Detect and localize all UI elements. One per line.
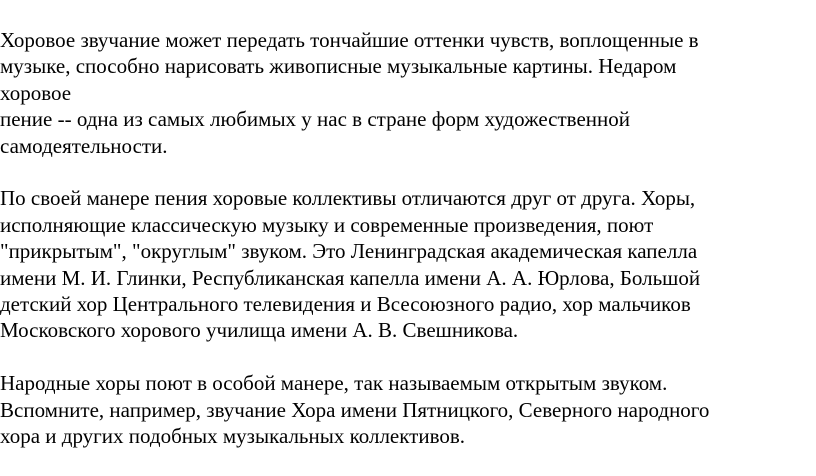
text-line: детский хор Центрального телевидения и Всесоюзного радио, хор мальчиков — [0, 292, 691, 317]
paragraph-3 — [0, 370, 816, 449]
text-line: Московского хорового училища имени А. В. Свешникова. — [0, 318, 519, 343]
text-line: музыке, способно нарисовать живописные музыкальные картины. Недаром — [0, 54, 677, 79]
text-line: хоровое — [0, 80, 72, 105]
text-line: исполняющие классическую музыку и современные произведения, поют — [0, 212, 654, 237]
text-line: По своей манере пения хоровые коллективы отличаются друг от друга. Хоры, — [0, 186, 696, 211]
text-line: имени М. И. Глинки, Республиканская капелла имени А. А. Юрлова, Большой — [0, 265, 701, 290]
text-line: "прикрытым", "округлым" звуком. Это Ленинградская академическая капелла — [0, 239, 698, 264]
text-line: Хоровое звучание может передать тончайшие оттенки чувств, воплощенные в — [0, 28, 699, 52]
text-line: самодеятельности. — [0, 133, 168, 158]
text-line: Вспомните, например, звучание Хора имени Пятницкого, Северного народного — [0, 397, 710, 422]
text-line: Народные хоры поют в особой манере, так называемым открытым звуком. — [0, 371, 668, 396]
text-line: пение -- одна из самых любимых у нас в стране форм художественной — [0, 107, 630, 132]
text-line: хора и других подобных музыкальных коллективов. — [0, 424, 466, 449]
paragraph-2 — [0, 185, 816, 343]
document-body — [0, 27, 816, 476]
paragraph-1 — [0, 27, 816, 159]
